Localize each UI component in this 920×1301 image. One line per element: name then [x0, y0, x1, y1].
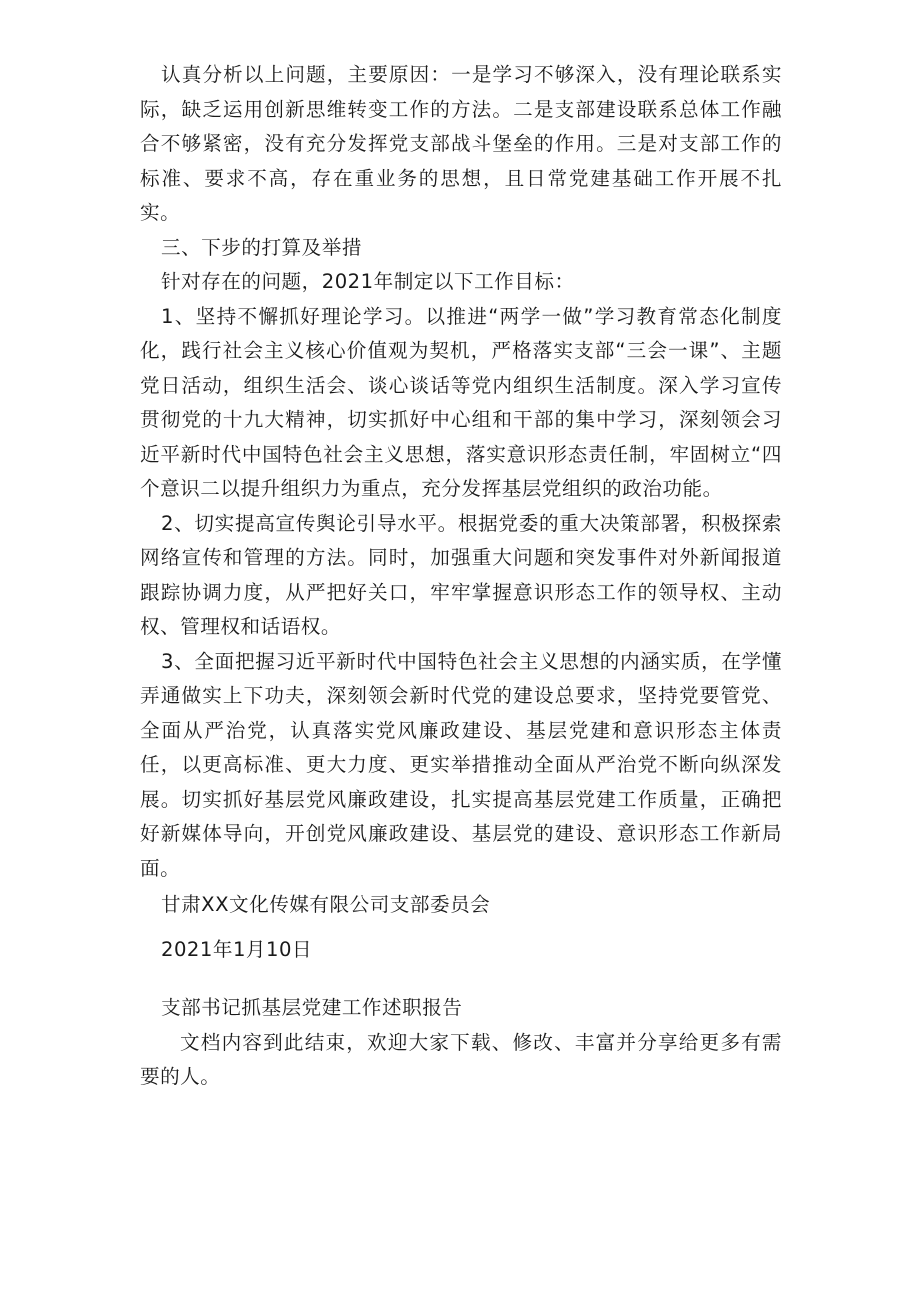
- document-page: [140, 58, 782, 1095]
- paragraph-goals-intro: 针对存在的问题，2021年制定以下工作目标：: [161, 270, 575, 293]
- signature-organization: 甘肃XX文化传媒有限公司支部委员会: [161, 893, 491, 916]
- section-heading-next-steps: 三、下步的打算及举措: [161, 235, 362, 259]
- paragraph-goal-2: 2、切实提高宣传舆论引导水平。根据党委的重大决策部署，积极探索网络宣传和管理的方法。同时，加强重大问题和突发事件对外新闻报道跟踪协调力度，从严把好关口，牢牢掌握意识形态工作的领导权、主动权、管理权和话语权。: [140, 511, 782, 638]
- paragraph-cause-analysis: 认真分析以上问题，主要原因：一是学习不够深入，没有理论联系实际，缺乏运用创新思维转变工作的方法。二是支部建设联系总体工作融合不够紧密，没有充分发挥党支部战斗堡垒的作用。三是对支部工作的标准、要求不高，存在重业务的思想，且日常党建基础工作开展不扎实。: [140, 63, 782, 224]
- signature-date: 2021年1月10日: [161, 937, 313, 961]
- next-document-title: 支部书记抓基层党建工作述职报告: [161, 996, 463, 1019]
- paragraph-goal-3: 3、全面把握习近平新时代中国特色社会主义思想的内涵实质，在学懂弄通做实上下功夫，深刻领会新时代党的建设总要求，坚持党要管党、全面从严治党，认真落实党风廉政建设、基层党建和意识形态主体责任，以更高标准、更大力度、更实举措推动全面从严治党不断向纵深发展。切实抓好基层党风廉政建设，扎实提高基层党建工作质量，正确把好新媒体导向，开创党风廉政建设、基层党的建设、意识形态工作新局面。: [140, 649, 782, 880]
- closing-note: 文档内容到此结束，欢迎大家下载、修改、丰富并分享给更多有需要的人。: [140, 1030, 782, 1088]
- paragraph-goal-1: 1、坚持不懈抓好理论学习。以推进“两学一做”学习教育常态化制度化，践行社会主义核心价值观为契机，严格落实支部“三会一课”、主题党日活动，组织生活会、谈心谈话等党内组织生活制度。深入学习宣传贯彻党的十九大精神，切实抓好中心组和干部的集中学习，深刻领会习近平新时代中国特色社会主义思想，落实意识形态责任制，牢固树立“四个意识二以提升组织力为重点，充分发挥基层党组织的政治功能。: [140, 304, 782, 500]
